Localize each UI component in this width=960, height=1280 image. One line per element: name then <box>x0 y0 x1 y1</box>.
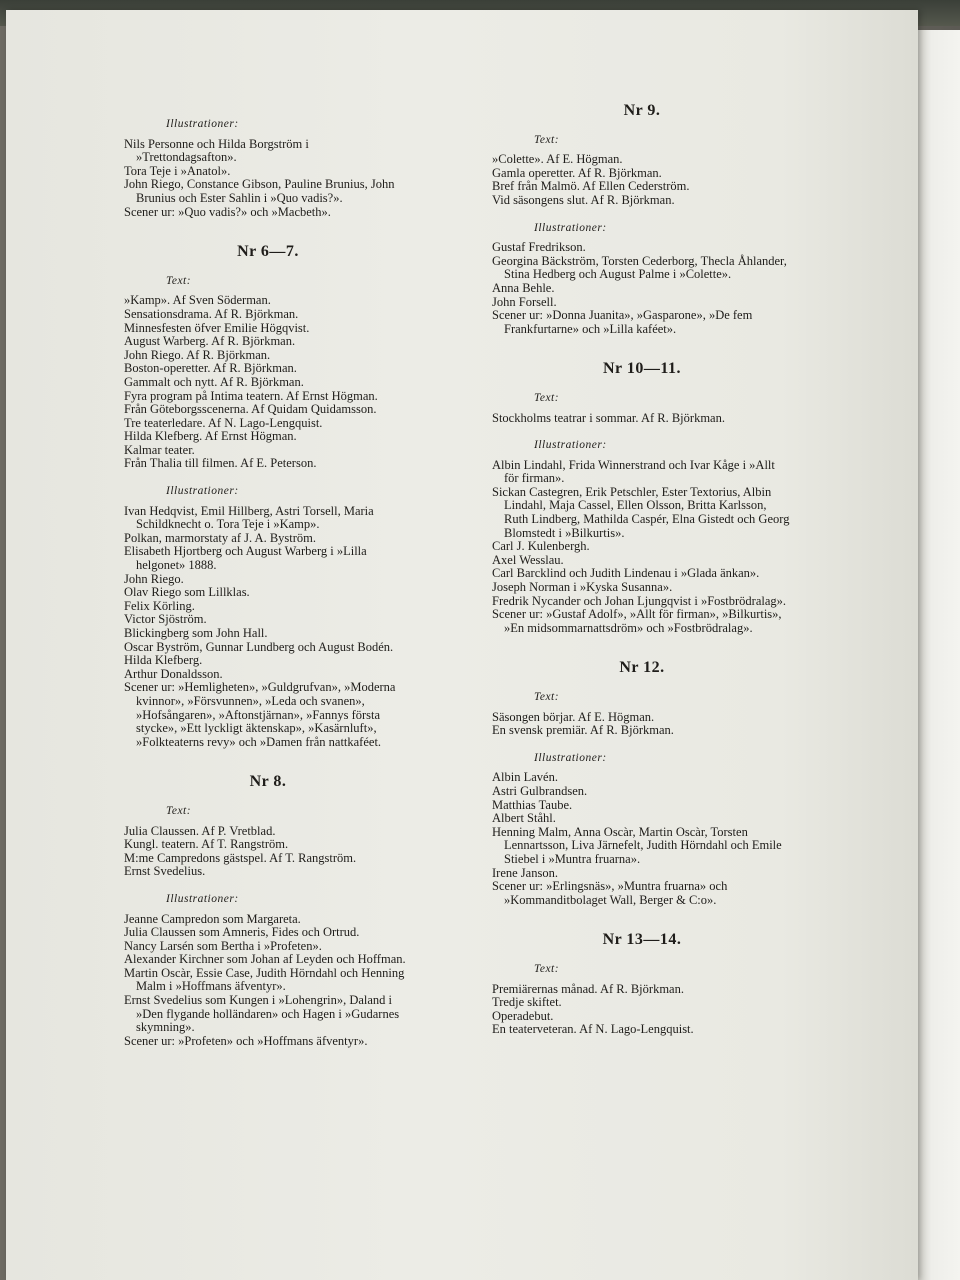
list-item: Polkan, marmorstaty af J. A. Byström. <box>124 530 316 545</box>
intro-illustrations-block <box>124 118 412 219</box>
list-item: Stockholms teatrar i sommar. Af R. Björkman. <box>492 410 725 425</box>
list-item: John Riego. Af R. Björkman. <box>124 347 271 362</box>
list-item: Nils Personne och Hilda Borgström i »Trettondagsafton». <box>124 136 309 165</box>
list-item: Hilda Klefberg. Af Ernst Högman. <box>124 429 297 444</box>
list-item: John Riego, Constance Gibson, Pauline Brunius, John Brunius och Ester Sahlin i »Quo vadis?». <box>124 177 395 205</box>
list-item: Georgina Bäckström, Torsten Cederborg, Thecla Åhlander, Stina Hedberg och August Palme i »Colette». <box>492 253 787 282</box>
list-item: Scener ur: »Quo vadis?» och »Macbeth». <box>124 204 331 219</box>
list-item: Ernst Svedelius. <box>124 864 206 879</box>
illustrations-heading: Illustrationer: <box>534 751 607 764</box>
list-item: Albin Lindahl, Frida Winnerstrand och Ivar Kåge i »Allt för firman». <box>492 457 775 486</box>
right-column <box>492 104 792 1051</box>
left-column <box>124 118 412 1062</box>
list-item: Martin Oscàr, Essie Case, Judith Hörndahl och Henning Malm i »Hoffmans äfventyr». <box>124 965 405 994</box>
list-item: Carl Barcklind och Judith Lindenau i »Glada änkan». <box>492 566 760 581</box>
list-item: Gammalt och nytt. Af R. Björkman. <box>124 374 304 389</box>
issue-heading-nr10: Nr 10—11. <box>603 360 681 378</box>
list-item: Tredje skiftet. <box>492 995 562 1010</box>
illustrations-heading: Illustrationer: <box>166 892 239 905</box>
nr12-illustrations-block <box>492 752 792 908</box>
issue-heading-nr13: Nr 13—14. <box>602 931 682 949</box>
nr6-illustrations-block <box>124 485 412 749</box>
list-item: Scener ur: »Gustaf Adolf», »Allt för firman», »Bilkurtis», »En midsommarnattsdröm» och »Fostbrödralag». <box>492 607 782 635</box>
list-item: Fyra program på Intima teatern. Af Ernst Högman. <box>124 388 378 403</box>
list-item: »Kamp». Af Sven Söderman. <box>124 293 271 308</box>
list-item: Scener ur: »Donna Juanita», »Gasparone», »De fem Frankfurtarne» och »Lilla kaféet». <box>492 308 753 336</box>
list-item: Henning Malm, Anna Oscàr, Martin Oscàr, Torsten Lennartsson, Liva Järnefelt, Judith Hörndahl och Emile Stiebel i »Muntra fruarna». <box>492 824 782 866</box>
list-item: John Riego. <box>124 571 184 586</box>
list-item: M:me Campredons gästspel. Af T. Rangström. <box>124 850 357 865</box>
issue-heading-nr6: Nr 6—7. <box>237 243 299 261</box>
list-item: Tora Teje i »Anatol». <box>124 163 231 178</box>
list-item: Scener ur: »Hemligheten», »Guldgrufvan», »Moderna kvinnor», »Försvunnen», »Leda och svanen», »Hofsångaren», »Aftonstjärnan», »Fannys första stycke», »Ett lyckligt äktenskap», »Kasärnluft», »Folkteaterns revy» och »Damen från nattkaféet. <box>124 680 396 749</box>
list-item: Säsongen börjar. Af E. Högman. <box>492 709 655 724</box>
nr13-text-block <box>492 963 792 1037</box>
nr8-text-block <box>124 805 412 879</box>
list-item: Julia Claussen. Af P. Vretblad. <box>124 823 276 838</box>
list-item: Sensationsdrama. Af R. Björkman. <box>124 306 299 321</box>
list-item: Julia Claussen som Amneris, Fides och Ortrud. <box>124 925 360 940</box>
illustrations-heading: Illustrationer: <box>166 485 239 498</box>
list-item: Gustaf Fredrikson. <box>492 240 586 255</box>
text-heading: Text: <box>166 804 192 817</box>
list-item: Arthur Donaldsson. <box>124 666 223 681</box>
list-item: Operadebut. <box>492 1008 554 1023</box>
nr6-text-block <box>124 275 412 471</box>
list-item: Vid säsongens slut. Af R. Björkman. <box>492 192 675 207</box>
list-item: Albin Lavén. <box>492 770 558 785</box>
list-item: Boston-operetter. Af R. Björkman. <box>124 361 297 376</box>
nr12-text-block <box>492 691 792 738</box>
text-heading: Text: <box>534 391 560 404</box>
list-item: Olav Riego som Lillklas. <box>124 585 250 600</box>
list-item: »Colette». Af E. Högman. <box>492 152 623 167</box>
issue-heading-nr12: Nr 12. <box>619 659 665 677</box>
list-item: Gamla operetter. Af R. Björkman. <box>492 165 662 180</box>
list-item: Axel Wesslau. <box>492 552 564 567</box>
next-page-edge <box>916 30 960 1280</box>
illustrations-heading: Illustrationer: <box>534 221 607 234</box>
list-item: Kalmar teater. <box>124 442 195 457</box>
nr8-illustrations-block <box>124 893 412 1049</box>
list-item: Fredrik Nycander och Johan Ljungqvist i »Fostbrödralag». <box>492 593 787 608</box>
list-item: Ivan Hedqvist, Emil Hillberg, Astri Torsell, Maria Schildknecht o. Tora Teje i »Kamp». <box>124 503 374 532</box>
nr10-illustrations-block <box>492 439 792 635</box>
list-item: Oscar Byström, Gunnar Lundberg och August Bodén. <box>124 639 394 654</box>
list-item: Blickingberg som John Hall. <box>124 626 268 640</box>
list-item: Nancy Larsén som Bertha i »Profeten». <box>124 938 322 953</box>
illustrations-heading: Illustrationer: <box>166 118 239 130</box>
issue-heading-nr8: Nr 8. <box>249 773 287 791</box>
nr9-text-block <box>492 134 792 208</box>
list-item: Jeanne Campredon som Margareta. <box>124 911 301 926</box>
list-item: Från Göteborgsscenerna. Af Quidam Quidamsson. <box>124 402 377 417</box>
text-heading: Text: <box>534 691 560 703</box>
list-item: Carl J. Kulenbergh. <box>492 539 590 554</box>
list-item: Premiärernas månad. Af R. Björkman. <box>492 981 684 996</box>
text-heading: Text: <box>166 274 192 287</box>
list-item: Elisabeth Hjortberg och August Warberg i »Lilla helgonet» 1888. <box>124 544 367 573</box>
list-item: John Forsell. <box>492 294 557 309</box>
list-item: Scener ur: »Profeten» och »Hoffmans äfventyr». <box>124 1033 368 1048</box>
list-item: Kungl. teatern. Af T. Rangström. <box>124 837 289 852</box>
list-item: Scener ur: »Erlingsnäs», »Muntra fruarna» och »Kommanditbolaget Wall, Berger & C:o». <box>492 879 728 907</box>
nr9-illustrations-block <box>492 222 792 337</box>
list-item: Victor Sjöström. <box>124 612 207 627</box>
text-heading: Text: <box>534 962 560 975</box>
list-item: Ernst Svedelius som Kungen i »Lohengrin», Daland i »Den flygande holländaren» och Hagen i »Gudarnes skymning». <box>124 993 400 1035</box>
list-item: August Warberg. Af R. Björkman. <box>124 334 296 349</box>
list-item: Albert Ståhl. <box>492 811 556 826</box>
list-item: Från Thalia till filmen. Af E. Peterson. <box>124 456 317 471</box>
list-item: Tre teaterledare. Af N. Lago-Lengquist. <box>124 415 323 430</box>
list-item: Joseph Norman i »Kyska Susanna». <box>492 580 673 595</box>
list-item: Hilda Klefberg. <box>124 653 203 668</box>
list-item: En teaterveteran. Af N. Lago-Lengquist. <box>492 1022 694 1037</box>
list-item: Sickan Castegren, Erik Petschler, Ester Textorius, Albin Lindahl, Maja Cassel, Ellen Olsson, Britta Karlsson, Ruth Lindberg, Mathilda Caspér, Elna Gistedt och Georg Blomstedt i »Bilkurtis». <box>492 484 790 540</box>
list-item: Astri Gulbrandsen. <box>492 783 588 798</box>
list-item: Anna Behle. <box>492 280 555 295</box>
list-item: Bref från Malmö. Af Ellen Cederström. <box>492 179 690 194</box>
list-item: Matthias Taube. <box>492 797 573 812</box>
list-item: Felix Körling. <box>124 598 195 613</box>
list-item: Alexander Kirchner som Johan af Leyden och Hoffman. <box>124 952 406 967</box>
issue-heading-nr9: Nr 9. <box>623 102 661 119</box>
list-item: Minnesfesten öfver Emilie Högqvist. <box>124 320 310 335</box>
illustrations-heading: Illustrationer: <box>534 439 607 452</box>
nr10-text-block <box>492 392 792 425</box>
text-heading: Text: <box>534 133 560 146</box>
list-item: Irene Janson. <box>492 865 558 880</box>
list-item: En svensk premiär. Af R. Björkman. <box>492 723 674 738</box>
